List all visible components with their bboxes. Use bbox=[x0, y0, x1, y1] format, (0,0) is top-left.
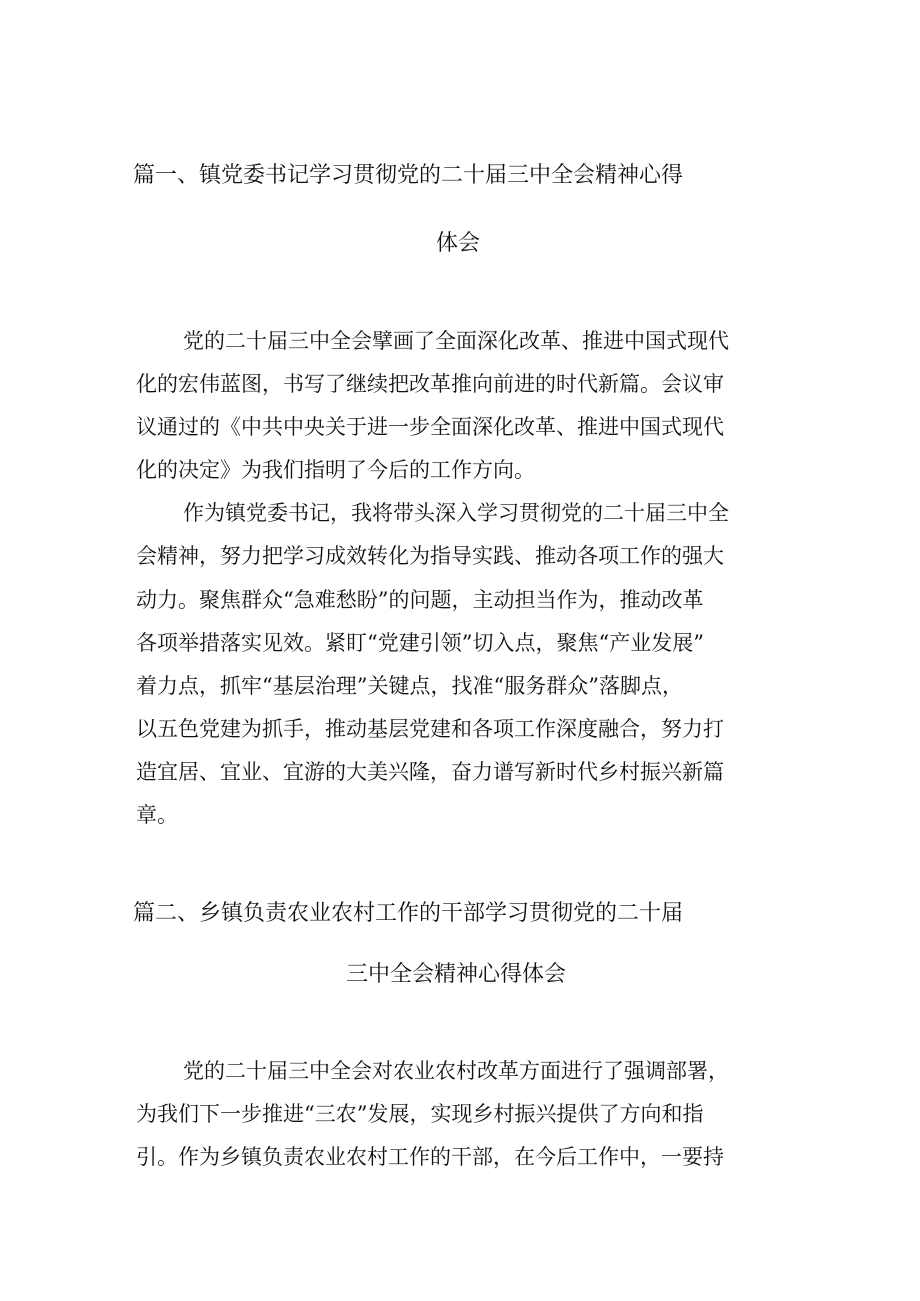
paragraph-line: 议通过的《中共中央关于进一步全面深化改革、推进中国式现代 bbox=[136, 415, 724, 439]
paragraph-line: 化的宏伟蓝图，书写了继续把改革推向前进的时代新篇。会议审 bbox=[136, 372, 724, 396]
paragraph-line: 以五色党建为抓手，推动基层党建和各项工作深度融合，努力打 bbox=[136, 717, 724, 741]
paragraph-line: 着力点，抓牢“基层治理”关键点，找准“服务群众”落脚点， bbox=[136, 674, 683, 698]
paragraph-line: 引。作为乡镇负责农业农村工作的干部，在今后工作中，一要持 bbox=[136, 1145, 724, 1169]
paragraph-line: 作为镇党委书记，我将带头深入学习贯彻党的二十届三中全 bbox=[183, 501, 729, 525]
paragraph-line: 党的二十届三中全会对农业农村改革方面进行了强调部署， bbox=[183, 1059, 729, 1083]
section-2-title-line-2: 三中全会精神心得体会 bbox=[346, 962, 567, 987]
paragraph-line: 造宜居、宜业、宜游的大美兴隆，奋力谱写新时代乡村振兴新篇 bbox=[136, 760, 724, 784]
paragraph-line: 为我们下一步推进“三农”发展，实现乡村振兴提供了方向和指 bbox=[136, 1102, 704, 1126]
paragraph-line: 会精神，努力把学习成效转化为指导实践、推动各项工作的强大 bbox=[136, 544, 724, 568]
paragraph-line: 各项举措落实见效。紧盯“党建引领”切入点，聚焦“产业发展” bbox=[136, 631, 704, 655]
paragraph-line: 章。 bbox=[136, 803, 178, 827]
section-1-title-line-1: 篇一、镇党委书记学习贯彻党的二十届三中全会精神心得 bbox=[133, 163, 684, 188]
paragraph-line: 化的决定》为我们指明了今后的工作方向。 bbox=[136, 458, 535, 482]
section-1-title-line-2: 体会 bbox=[436, 231, 481, 256]
paragraph-line: 党的二十届三中全会擘画了全面深化改革、推进中国式现代 bbox=[183, 329, 729, 353]
paragraph-line: 动力。聚焦群众“急难愁盼”的问题，主动担当作为，推动改革 bbox=[136, 588, 704, 612]
section-2-title-line-1: 篇二、乡镇负责农业农村工作的干部学习贯彻党的二十届 bbox=[133, 901, 684, 926]
